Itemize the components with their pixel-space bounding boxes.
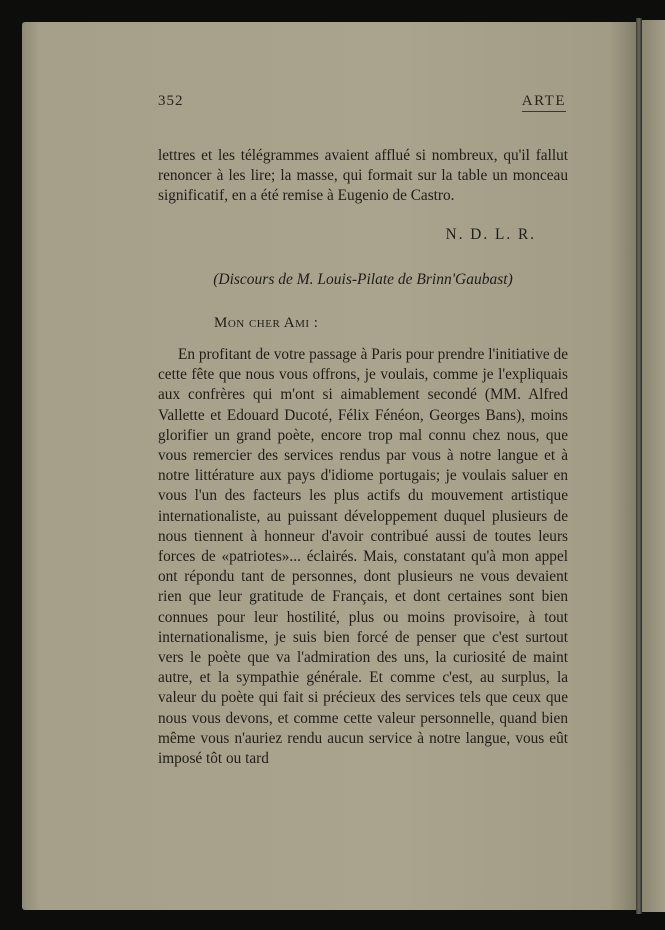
facing-page-edge — [642, 20, 665, 912]
page-number: 352 — [158, 93, 184, 109]
paragraph-intro: lettres et les télégrammes avaient afflué si nombreux, qu'il fallut renoncer à les lire; la masse, qui formait sur la table un monceau significatif, en a été remise à Eugenio de Castro. — [158, 147, 568, 205]
running-head: ARTE — [522, 93, 566, 112]
signature: N. D. L. R. — [445, 226, 536, 243]
page-header — [158, 93, 568, 115]
salutation: Mon cher Ami : — [214, 315, 319, 331]
speech-heading: (Discours de M. Louis-Pilate de Brinn'Gaubast) — [213, 271, 513, 288]
paragraph-speech: En profitant de votre passage à Paris pour prendre l'initiative de cette fête que nous vous offrons, je voulais, comme je l'expliquais aux confrères qui m'ont si aimablement secondé (MM. Alfred Vallette et Edouard Ducoté, Félix Fénéon, Georges Bans), moins glorifier un grand poète, encore trop mal connu chez nous, que vous remercier des services rendus par vous à notre langue et à notre littérature aux pays d'idiome portugais; je voulais saluer en vous l'un des facteurs les plus actifs du mouvement artistique internationaliste, au puissant développement duquel plusieurs de nous tiennent à honneur d'avoir contribué aussi de toutes leurs forces de «patriotes»... éclairés. Mais, constatant qu'à mon appel ont répondu tant de personnes, dont plusieurs ne vous devaient rien que leur gratitude de Français, et dont certaines sont bien connues pour leur hostilité, plus ou moins provisoire, à tout internationalisme, je suis bien forcé de penser que c'est surtout vers le poète que va l'admiration des uns, la curiosité de maint autre, et la sympathie générale. Et comme c'est, au surplus, la valeur du poète qui fait si précieux des services tels que ceux que nous vous devons, et comme cette valeur personnelle, quand bien même vous n'auriez rendu aucun service à notre langue, vous eût imposé tôt ou tard — [158, 346, 568, 768]
